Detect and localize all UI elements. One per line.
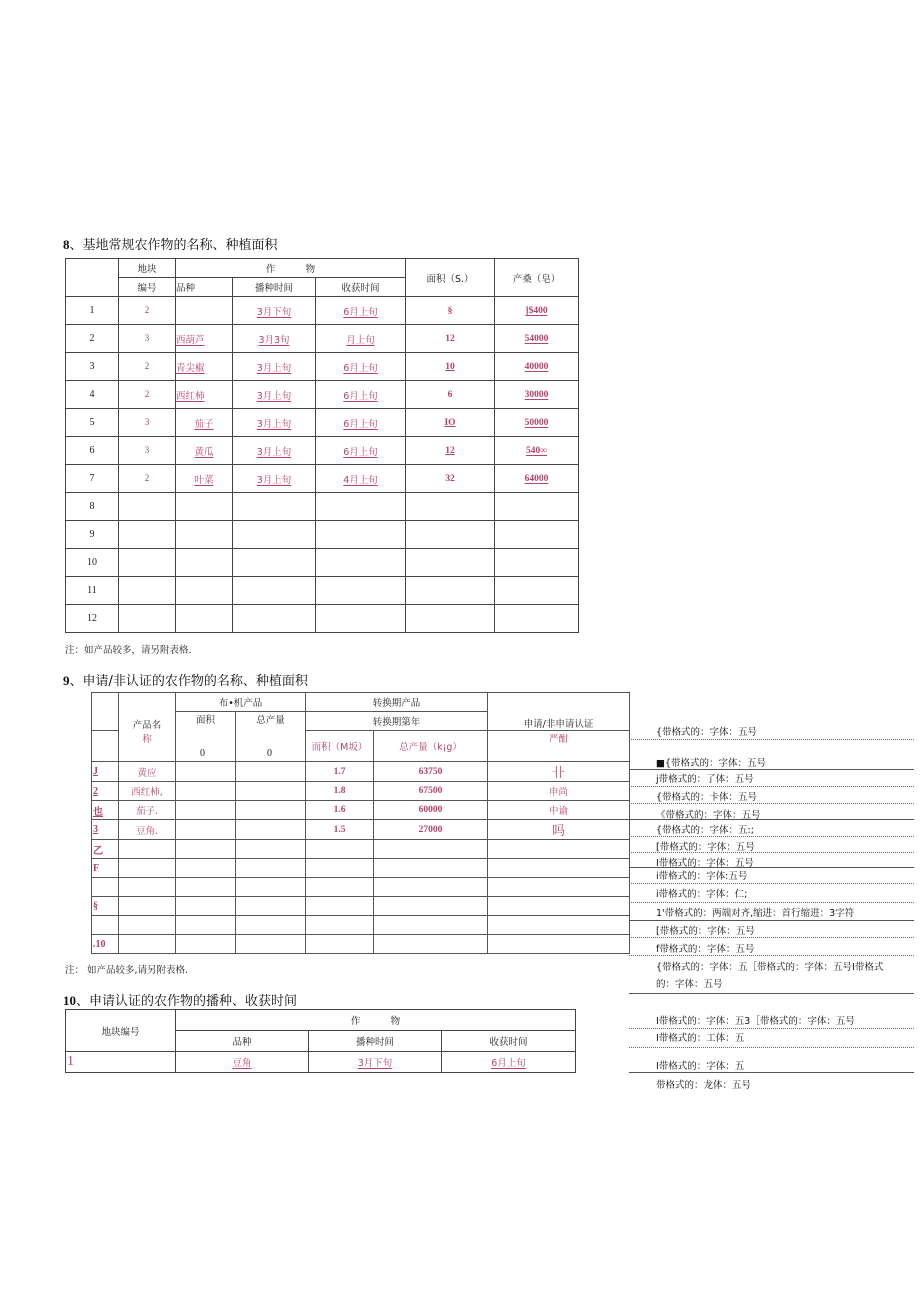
annotation-divider	[629, 1028, 914, 1029]
section8-number: 8	[63, 237, 70, 252]
apply-cell	[488, 897, 630, 916]
apply-cell	[488, 878, 630, 897]
harvest-cell	[316, 549, 406, 577]
plot-cell	[119, 605, 176, 633]
row-index: F	[92, 859, 119, 878]
apply-cell	[488, 840, 630, 859]
transition-area-cell: 1.5	[306, 820, 374, 840]
annotation-divider	[629, 836, 914, 837]
table-row	[66, 297, 579, 325]
yield-header: 产桑（皂）	[495, 259, 579, 297]
area-cell: 6	[406, 381, 495, 409]
product-name-cell	[119, 840, 176, 859]
variety-cell: 黄瓜	[176, 437, 233, 465]
sow-cell	[233, 577, 316, 605]
harvest-cell: 月上旬	[316, 325, 406, 353]
sow-cell	[233, 521, 316, 549]
harvest-cell	[316, 577, 406, 605]
row-index: 10	[66, 549, 119, 577]
format-annotation[interactable]: {带格式的：字体：五号	[656, 727, 758, 738]
format-annotation[interactable]: 的：字体：五号	[656, 979, 723, 990]
product-name-cell	[119, 859, 176, 878]
section10-title: 10、申请认证的农作物的播种、收获时间	[63, 993, 298, 1009]
sow-header: 播种时间	[309, 1031, 442, 1052]
row-index: 1	[66, 297, 119, 325]
format-annotation[interactable]: 带格式的：龙体：五号	[656, 1080, 752, 1091]
plot-cell	[119, 493, 176, 521]
area-cell: 12	[406, 325, 495, 353]
transition-area-cell	[306, 935, 374, 954]
table-row	[66, 381, 579, 409]
area-cell: §	[406, 297, 495, 325]
plot-cell	[119, 521, 176, 549]
format-annotation[interactable]: I带格式的：字体：五号	[656, 858, 754, 869]
row-index: 7	[66, 465, 119, 493]
apply-subheader: 严酣	[488, 731, 630, 762]
plot-cell: 3	[119, 409, 176, 437]
organic-total-cell	[236, 897, 306, 916]
variety-cell	[176, 577, 233, 605]
annotation-divider	[629, 1047, 914, 1048]
transition-area-cell	[306, 840, 374, 859]
transition-total-cell	[374, 935, 488, 954]
table-row	[66, 1052, 576, 1073]
apply-cell: 吗	[488, 820, 630, 840]
apply-cell: 卝	[488, 762, 630, 782]
annotation-divider	[629, 1072, 914, 1073]
organic-total-cell	[236, 801, 306, 820]
yield-cell: ]$400	[495, 297, 579, 325]
yield-cell: 54000	[495, 325, 579, 353]
annotation-divider	[629, 937, 914, 938]
harvest-cell: 6月上旬	[316, 353, 406, 381]
product-name-header-cont: 称	[119, 731, 176, 762]
organic-area-zero: 0	[200, 748, 205, 759]
table-row	[66, 521, 579, 549]
transition-total-cell	[374, 897, 488, 916]
organic-area-cell	[176, 916, 236, 935]
row-index: 2	[66, 325, 119, 353]
row-index: 2	[92, 782, 119, 801]
crop-area-table	[65, 258, 579, 633]
plot-header: 地块	[119, 259, 176, 278]
transition-total-cell	[374, 878, 488, 897]
plot-cell: 2	[119, 353, 176, 381]
row-index: 3	[92, 820, 119, 840]
variety-cell	[176, 493, 233, 521]
table-row	[92, 859, 630, 878]
table-row	[66, 409, 579, 437]
harvest-cell	[316, 605, 406, 633]
table-row	[66, 325, 579, 353]
apply-cell	[488, 935, 630, 954]
harvest-cell: 6月上旬	[316, 297, 406, 325]
row-index	[92, 878, 119, 897]
variety-cell: 西红柿	[176, 381, 233, 409]
plot-cell: 2	[119, 381, 176, 409]
format-annotation[interactable]: i带格式的：字体:五号	[656, 871, 748, 882]
table-row	[66, 437, 579, 465]
organic-total-cell	[236, 935, 306, 954]
row-index: 6	[66, 437, 119, 465]
annotation-divider	[629, 902, 914, 903]
yield-cell: 540∞	[495, 437, 579, 465]
format-annotation[interactable]: ■{带格式的：字体：五号	[656, 758, 767, 769]
format-annotation[interactable]: i带格式的：字体：仁;	[656, 889, 748, 900]
sow-cell: 3月下旬	[233, 297, 316, 325]
organic-area-cell	[176, 859, 236, 878]
harvest-cell: 6月上旬	[442, 1052, 576, 1073]
area-cell: 12	[406, 437, 495, 465]
annotation-divider	[629, 769, 914, 770]
plot-cell: 3	[119, 437, 176, 465]
yield-cell	[495, 549, 579, 577]
variety-cell: 西葫芦	[176, 325, 233, 353]
format-annotation[interactable]: I带格式的：字体：五	[656, 1061, 745, 1072]
section9-number: 9	[63, 673, 70, 688]
apply-cell	[488, 859, 630, 878]
organic-total-zero: 0	[267, 748, 272, 759]
annotation-divider	[629, 739, 914, 740]
plot-cell	[119, 549, 176, 577]
certified-crop-table	[91, 692, 630, 954]
transition-year-header: 转换期第年	[306, 712, 488, 731]
transition-area-cell	[306, 878, 374, 897]
table-row	[92, 762, 630, 782]
table-row	[92, 782, 630, 801]
apply-header: 申请/非申请认证	[488, 693, 630, 731]
organic-area-cell	[176, 897, 236, 916]
apply-cell: 申尚	[488, 782, 630, 801]
variety-cell	[176, 605, 233, 633]
area-cell	[406, 577, 495, 605]
table-row	[92, 878, 630, 897]
annotation-divider	[629, 803, 914, 804]
crop-group-header: 作 物	[176, 1010, 576, 1031]
section10-number: 10	[63, 993, 76, 1008]
area-cell	[406, 493, 495, 521]
organic-area-cell	[176, 782, 236, 801]
table-row	[66, 577, 579, 605]
sow-cell: 3月上旬	[233, 353, 316, 381]
yield-cell: 50000	[495, 409, 579, 437]
format-annotation[interactable]: I带格式的：字体：五3［带格式的：字体：五号	[656, 1016, 855, 1027]
table-row	[66, 465, 579, 493]
organic-total-cell	[236, 878, 306, 897]
variety-cell	[176, 521, 233, 549]
organic-total-header: 总产量	[236, 712, 306, 762]
yield-cell: 64000	[495, 465, 579, 493]
harvest-cell: 6月上旬	[316, 381, 406, 409]
sow-harvest-table	[65, 1009, 576, 1073]
format-annotation[interactable]: I带格式的：工体：五	[656, 1033, 745, 1044]
organic-area-cell	[176, 820, 236, 840]
table-row	[92, 820, 630, 840]
transition-total-cell	[374, 840, 488, 859]
table-row	[92, 916, 630, 935]
transition-total-cell: 63750	[374, 762, 488, 782]
organic-total-cell	[236, 916, 306, 935]
row-index: 11	[66, 577, 119, 605]
area-cell	[406, 521, 495, 549]
sow-cell: 3月上旬	[233, 437, 316, 465]
organic-area-cell	[176, 840, 236, 859]
sow-header: 播种时间	[233, 278, 316, 297]
area-cell: 10	[406, 353, 495, 381]
transition-header: 转换期产品	[306, 693, 488, 712]
format-annotation[interactable]: j带格式的：了体：五号	[656, 774, 754, 785]
section9-note: 注： 如产品较多,请另附表格.	[65, 965, 189, 976]
section8-title: 8、基地常规农作物的名称、种植面积	[63, 237, 278, 253]
sow-cell: 3月下旬	[309, 1052, 442, 1073]
organic-area-cell	[176, 878, 236, 897]
table-row	[92, 935, 630, 954]
organic-total-cell	[236, 820, 306, 840]
organic-total-cell	[236, 782, 306, 801]
product-name-cell	[119, 897, 176, 916]
row-index: 9	[66, 521, 119, 549]
plot-cell	[119, 577, 176, 605]
annotation-divider	[629, 883, 914, 884]
product-name-cell: 茄子.	[119, 801, 176, 820]
transition-area-cell	[306, 897, 374, 916]
variety-cell	[176, 297, 233, 325]
product-name-cell: 黄应	[119, 762, 176, 782]
product-name-cell: 豆角.	[119, 820, 176, 840]
sow-cell	[233, 549, 316, 577]
row-index: 4	[66, 381, 119, 409]
transition-total-header: 总产量（k¡g）	[374, 731, 488, 762]
variety-cell: 叶菜	[176, 465, 233, 493]
table-row	[66, 605, 579, 633]
organic-header: 布•机产品	[176, 693, 306, 712]
transition-area-header: 而积（M坂）	[306, 731, 374, 762]
format-annotation[interactable]: 1'带格式的：两端对齐,缩进：首行缩进：3字符	[656, 908, 855, 919]
harvest-cell: 6月上旬	[316, 437, 406, 465]
format-annotation[interactable]: f带格式的：字体：五号	[656, 944, 755, 955]
format-annotation[interactable]: 《带格式的：字体：五号	[656, 810, 761, 821]
transition-area-cell: 1.6	[306, 801, 374, 820]
format-annotation[interactable]: [带格式的：字体：五号	[656, 842, 755, 853]
area-header: 面积（S.）	[406, 259, 495, 297]
apply-cell: 中谕	[488, 801, 630, 820]
harvest-header: 收获时间	[442, 1031, 576, 1052]
table-row	[66, 493, 579, 521]
transition-total-cell: 27000	[374, 820, 488, 840]
table-row	[92, 840, 630, 859]
format-annotation[interactable]: {带格式的：字体：五［带格式的：字体：五号I带格式	[656, 962, 884, 973]
product-name-cell	[119, 935, 176, 954]
organic-total-cell	[236, 859, 306, 878]
transition-total-cell	[374, 916, 488, 935]
transition-area-cell: 1.7	[306, 762, 374, 782]
organic-total-cell	[236, 840, 306, 859]
table-row	[66, 549, 579, 577]
table-row	[66, 353, 579, 381]
row-index: J	[92, 762, 119, 782]
organic-area-cell	[176, 801, 236, 820]
yield-cell	[495, 605, 579, 633]
plot-number-header: 编号	[119, 278, 176, 297]
product-name-cell: 西红柿,	[119, 782, 176, 801]
organic-area-header: 面积	[176, 712, 236, 762]
annotation-divider	[629, 786, 914, 787]
product-name-header: 产品名	[119, 693, 176, 731]
harvest-cell	[316, 493, 406, 521]
area-cell	[406, 549, 495, 577]
transition-area-cell: 1.8	[306, 782, 374, 801]
row-index	[92, 916, 119, 935]
product-name-cell	[119, 878, 176, 897]
variety-header: 品种	[176, 1031, 309, 1052]
harvest-cell	[316, 521, 406, 549]
row-index: 12	[66, 605, 119, 633]
sow-cell	[233, 493, 316, 521]
row-index: 8	[66, 493, 119, 521]
row-index: §	[92, 897, 119, 916]
sow-cell: 3月3旬	[233, 325, 316, 353]
row-index: 3	[66, 353, 119, 381]
sow-cell: 3月上旬	[233, 381, 316, 409]
format-annotation[interactable]: [带格式的：字体：五号	[656, 926, 755, 937]
crop-group-header: 作 物	[176, 259, 406, 278]
section9-title: 9、申请/非认证的农作物的名称、种植面积	[63, 673, 308, 689]
variety-cell: 茄子	[176, 409, 233, 437]
row-index: 也	[92, 801, 119, 820]
table-row	[92, 801, 630, 820]
table-row	[92, 897, 630, 916]
transition-area-cell	[306, 859, 374, 878]
transition-total-cell: 67500	[374, 782, 488, 801]
yield-cell: 40000	[495, 353, 579, 381]
sow-cell: 3月上旬	[233, 465, 316, 493]
plot-cell: 2	[119, 297, 176, 325]
organic-area-cell	[176, 935, 236, 954]
yield-cell	[495, 577, 579, 605]
format-annotation[interactable]: {带格式的：卡体：五号	[656, 792, 758, 803]
harvest-header: 收获时间	[316, 278, 406, 297]
sow-cell: 3月上旬	[233, 409, 316, 437]
yield-cell	[495, 521, 579, 549]
annotation-divider	[629, 993, 914, 994]
yield-cell	[495, 493, 579, 521]
area-cell: 32	[406, 465, 495, 493]
variety-header: 品种	[176, 278, 233, 297]
organic-area-cell	[176, 762, 236, 782]
transition-area-cell	[306, 916, 374, 935]
plot-number-header: 地块编号	[66, 1010, 176, 1052]
product-name-cell	[119, 916, 176, 935]
area-cell: IO	[406, 409, 495, 437]
variety-cell: 青尖椒	[176, 353, 233, 381]
variety-cell: 豆角	[176, 1052, 309, 1073]
organic-total-cell	[236, 762, 306, 782]
row-index: .10	[92, 935, 119, 954]
section8-note: 注：如产品较多，请另附表格.	[65, 645, 192, 656]
format-annotation[interactable]: {带格式的：字体：五:;	[656, 825, 754, 836]
row-index: 乙	[92, 840, 119, 859]
annotation-divider	[629, 920, 914, 921]
plot-cell: 1	[66, 1052, 176, 1073]
variety-cell	[176, 549, 233, 577]
row-index: 5	[66, 409, 119, 437]
harvest-cell: 6月上旬	[316, 409, 406, 437]
transition-total-cell: 60000	[374, 801, 488, 820]
transition-total-cell	[374, 859, 488, 878]
plot-cell: 3	[119, 325, 176, 353]
apply-cell	[488, 916, 630, 935]
annotation-divider	[629, 955, 914, 956]
yield-cell: 30000	[495, 381, 579, 409]
sow-cell	[233, 605, 316, 633]
harvest-cell: 4月上旬	[316, 465, 406, 493]
plot-cell: 2	[119, 465, 176, 493]
area-cell	[406, 605, 495, 633]
